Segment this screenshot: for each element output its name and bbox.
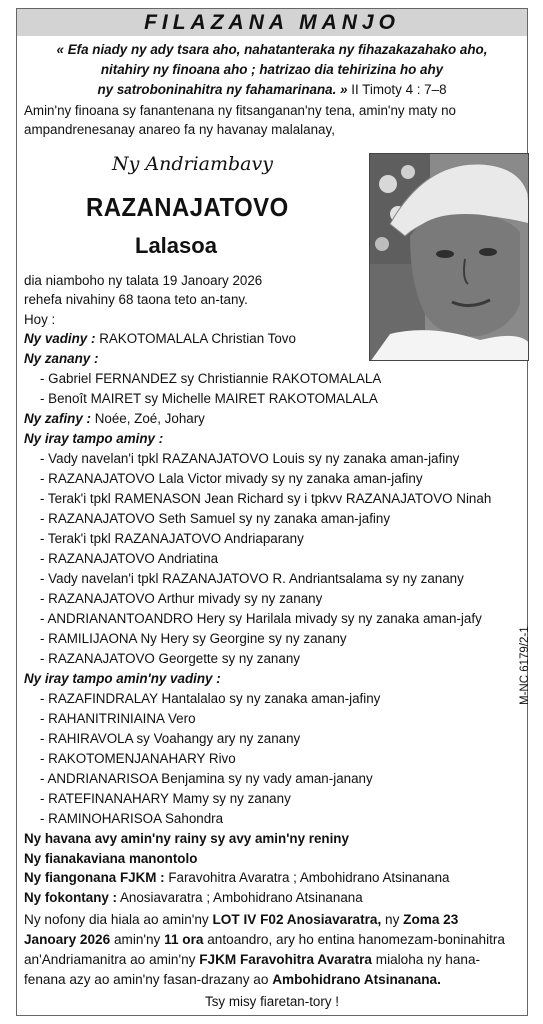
fokontany-label: Ny fokontany : xyxy=(24,890,117,905)
list-item: - RATEFINANAHARY Mamy sy ny zanany xyxy=(40,791,291,806)
list-item: - RAZANAJATOVO Lala Victor mivady sy ny zanaka aman-jafiny xyxy=(40,471,423,486)
list-item: - RAHIRAVOLA sy Voahangy ary ny zanany xyxy=(40,731,301,746)
family-line-2: Ny fianakaviana manontolo xyxy=(24,851,198,866)
children-label: Ny zanany : xyxy=(24,351,99,366)
portrait-photo xyxy=(369,153,529,361)
list-item: - RAKOTOMENJANAHARY Rivo xyxy=(40,751,236,766)
funeral-burial-place: Ambohidrano Atsinanana. xyxy=(272,972,441,987)
quote-reference: II Timoty 4 : 7–8 xyxy=(351,82,447,97)
funeral-line-1 xyxy=(24,911,458,929)
list-item: - RAZAFINDRALAY Hantalalao sy ny zanaka aman-jafiny xyxy=(40,691,381,706)
funeral-day: Zoma 23 xyxy=(403,912,459,927)
intro-line-2: ampandrenesanay anareo fa ny havanay malalanay, xyxy=(24,122,335,137)
intro-line-1: Amin'ny finoana sy fanantenana ny fitsanganan'ny tena, amin'ny maty no xyxy=(24,103,456,118)
quote-line-1: « Efa niady ny ady tsara aho, nahatanteraka ny fihazakazahako aho, xyxy=(56,42,488,57)
spouse-row xyxy=(24,330,296,348)
grandchildren-label: Ny zafiny : xyxy=(24,411,91,426)
list-item: - Vady navelan'i tpkl RAZANAJATOVO Louis sy ny zanaka aman-jafiny xyxy=(40,451,460,466)
funeral-time: 11 ora xyxy=(164,932,204,947)
funeral-text: fenana azy ao amin'ny fasan-drazany ao xyxy=(24,972,269,987)
fokontany-row xyxy=(24,889,363,907)
list-item: - Terak'i tpkl RAMENASON Jean Richard sy i tpkvv RAZANAJATOVO Ninah xyxy=(40,491,492,506)
funeral-line-2 xyxy=(24,931,505,949)
funeral-text: antoandro, ary ho entina hanomezam-boninahitra xyxy=(207,932,505,947)
funeral-line-3 xyxy=(24,951,480,969)
funeral-location: LOT IV F02 Anosiavaratra, xyxy=(212,912,382,927)
deceased-surname: RAZANAJATOVO xyxy=(86,192,289,222)
funeral-text: Ny nofony dia hiala ao amin'ny xyxy=(24,912,209,927)
quote-text-end: ny satroboninahitra ny fahamarinana. » xyxy=(97,82,348,97)
list-item: - RAHANITRINIAINA Vero xyxy=(40,711,196,726)
list-item: - RAZANAJATOVO Arthur mivady sy ny zanany xyxy=(40,591,323,606)
reference-code: M-NC 6179/2-1 xyxy=(519,626,531,705)
funeral-text: ny xyxy=(385,912,400,927)
list-item: - Gabriel FERNANDEZ sy Christiannie RAKOTOMALALA xyxy=(40,371,382,386)
list-item: - RAZANAJATOVO Seth Samuel sy ny zanaka aman-jafiny xyxy=(40,511,391,526)
hoy-label: Hoy : xyxy=(24,312,56,327)
funeral-text: an'Andriamanitra ao amin'ny xyxy=(24,952,196,967)
list-item: - RAMILIJAONA Ny Hery sy Georgine sy ny zanany xyxy=(40,631,347,646)
quote-line-3 xyxy=(17,81,527,99)
family-line-1: Ny havana avy amin'ny rainy sy avy amin'ny reniny xyxy=(24,831,349,846)
list-item: - ANDRIANANTOANDRO Hery sy Harilala mivady sy ny zanaka aman-jafy xyxy=(40,611,482,626)
quote-line-2: nitahiry ny finoana aho ; hatrizao dia tehirizina ho ahy xyxy=(100,62,444,77)
funeral-church: FJKM Faravohitra Avaratra xyxy=(199,952,372,967)
grandchildren-value: Noée, Zoé, Johary xyxy=(94,411,205,426)
notice-title: FILAZANA MANJO xyxy=(17,9,527,36)
spouse-siblings-label: Ny iray tampo amin'ny vadiny : xyxy=(24,671,221,686)
spouse-value: RAKOTOMALALA Christian Tovo xyxy=(99,331,296,346)
funeral-line-4 xyxy=(24,971,441,989)
honorific-title: Ny Andriambavy xyxy=(112,153,273,175)
list-item: - RAMINOHARISOA Sahondra xyxy=(40,811,224,826)
age-line: rehefa nivahiny 68 taona teto an-tany. xyxy=(24,292,248,307)
church-label: Ny fiangonana FJKM : xyxy=(24,870,165,885)
deceased-nickname: Lalasoa xyxy=(135,233,217,258)
siblings-label: Ny iray tampo aminy : xyxy=(24,431,164,446)
list-item: - RAZANAJATOVO Andriatina xyxy=(40,551,219,566)
list-item: - Benoît MAIRET sy Michelle MAIRET RAKOTOMALALA xyxy=(40,391,378,406)
list-item: - Terak'i tpkl RAZANAJATOVO Andriaparany xyxy=(40,531,304,546)
funeral-text: amin'ny xyxy=(113,932,161,947)
grandchildren-row xyxy=(24,410,205,428)
list-item: - Vady navelan'i tpkl RAZANAJATOVO R. Andriantsalama sy ny zanany xyxy=(40,571,464,586)
funeral-text: mialoha ny hana- xyxy=(375,952,481,967)
closing-line: Tsy misy fiaretan-tory ! xyxy=(205,994,339,1009)
list-item: - RAZANAJATOVO Georgette sy ny zanany xyxy=(40,651,300,666)
church-value: Faravohitra Avaratra ; Ambohidrano Atsinanana xyxy=(168,870,450,885)
death-date-line: dia niamboho ny talata 19 Janoary 2026 xyxy=(24,273,263,288)
church-row xyxy=(24,869,449,887)
fokontany-value: Anosiavaratra ; Ambohidrano Atsinanana xyxy=(119,890,363,905)
funeral-date: Janoary 2026 xyxy=(24,932,111,947)
spouse-label: Ny vadiny : xyxy=(24,331,96,346)
list-item: - ANDRIANARISOA Benjamina sy ny vady aman-janany xyxy=(40,771,373,786)
